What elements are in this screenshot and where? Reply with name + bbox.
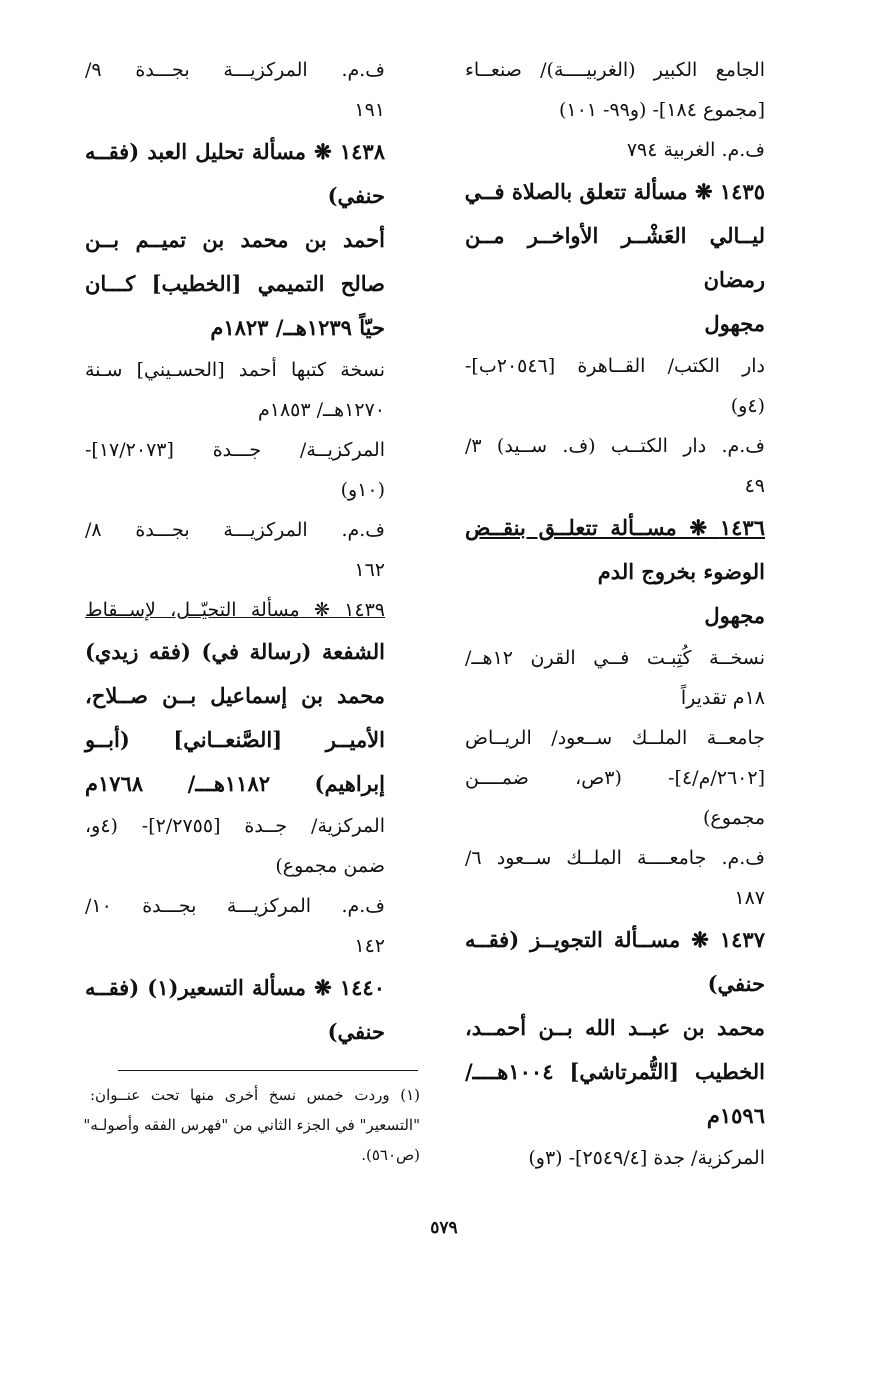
right-column-line: دار الكتب/ القــاهرة [٢٠٥٤٦ب]- [465,355,765,377]
left-column-line: الأميــر [الصَّنعــاني] (أبــو [85,727,385,752]
right-column-line: محمد بن عبــد الله بــن أحمــد، [465,1015,765,1040]
right-column-line: ١٨م تقديراً [680,687,765,709]
right-column-line: ١٤٣٦ ❋ مســألة تتعلــق بنقــض [465,515,765,540]
left-column-line: المركزيــة/ جـــدة [١٧/٢٠٧٣]- [85,439,385,461]
left-column-line: ١٤٢ [354,935,385,957]
left-column-line: ضمن مجموع) [275,855,385,877]
left-column-line: (١٠و) [340,479,385,501]
right-column-line: الوضوء بخروج الدم [597,559,765,584]
left-column-line: ١٢٧٠هــ/ ١٨٥٣م [257,399,385,421]
left-column-line: حنفي) [327,183,385,208]
right-column-line: ٤٩ [744,475,765,497]
left-column-line: حنفي) [327,1019,385,1044]
left-column-line: أحمد بن محمد بن تميــم بــن [85,227,385,252]
left-column-line: ف.م. المركزيـــة بجـــدة ١٠/ [85,895,385,917]
right-column-line: ف.م. الغربية ٧٩٤ [626,139,765,161]
left-column-line: ١٦٢ [354,559,385,581]
left-column-line: المركزية/ جــدة [٢/٢٧٥٥]- (٤و، [85,815,385,837]
right-column-line: جامعــة الملــك ســعود/ الريــاض [465,727,765,749]
right-column-line: الخطيب [التُّمرتاشي] ١٠٠٤هــــ/ [465,1059,765,1084]
left-column-line: الشفعة (رسالة في) (فقه زيدي) [85,639,385,664]
left-column-line: ١٩١ [354,99,385,121]
right-column-line: ١٤٣٥ ❋ مسألة تتعلق بالصلاة فــي [464,179,765,204]
footnote-line: "التسعير" في الجزء الثاني من "فهرس الفقه وأصولـه" [83,1116,420,1134]
right-column-line: رمضان [703,267,765,292]
footnote-line: (ص٥٦٠). [361,1146,420,1164]
right-column-line: [٢٦٠٢/م/٤]- (٣ص، ضمــــن [465,767,765,789]
footnotes [83,1080,420,1170]
right-column-line: ١٤٣٧ ❋ مســألة التجويــز (فقــه [465,927,765,952]
right-column-line: ١٨٧ [734,887,765,909]
left-column [85,50,385,1054]
left-column-line: نسخة كتبها أحمد [الحسـيني] سـنة [85,359,385,381]
right-column-line: المركزية/ جدة [٢٥٤٩/٤]- (٣و) [528,1147,765,1169]
left-column-line: ف.م. المركزيـــة بجـــدة ٨/ [85,519,385,541]
right-column [465,50,765,1178]
page-number: ٥٧٩ [430,1218,458,1238]
right-column-line: ف.م. جامعــــة الملــك ســعود ٦/ [465,847,765,869]
right-column-line: مجهول [704,603,765,628]
right-column-line: (٤و) [730,395,765,417]
right-column-line: [مجموع ١٨٤]- (و٩٩- ١٠١) [558,99,765,121]
left-column-line: ١٤٣٨ ❋ مسألة تحليل العبد (فقــه [85,139,385,164]
left-column-line: محمد بن إسماعيل بــن صــلاح، [85,683,385,708]
right-column-line: ليــالي العَشْــر الأواخــر مــن [465,223,765,248]
right-column-line: ١٥٩٦م [706,1103,765,1128]
left-column-line: حيّاً ١٢٣٩هــ/ ١٨٢٣م [210,315,385,340]
left-column-line: ١٤٣٩ ❋ مسألة التحيّــل، لإســقاط [85,599,385,621]
right-column-line: مجهول [704,311,765,336]
left-column-line: صالح التميمي [الخطيب] كـــان [85,271,385,296]
footnote-line: (١) وردت خمس نسخ أخرى منها تحت عنــوان: [90,1086,420,1104]
right-column-line: ف.م. دار الكتــب (ف. ســيد) ٣/ [465,435,765,457]
right-column-line: مجموع) [703,807,765,829]
left-column-line: إبراهيم) ١١٨٢هـــ/ ١٧٦٨م [85,771,385,796]
footnote-separator [118,1070,418,1071]
left-column-line: ف.م. المركزيـــة بجـــدة ٩/ [85,59,385,81]
left-column-line: ١٤٤٠ ❋ مسألة التسعير(١) (فقــه [85,975,385,1000]
right-column-line: نسخــة كُتِبـت فــي القرن ١٢هــ/ [465,647,765,669]
right-column-line: الجامع الكبير (الغربيــــة)/ صنعــاء [465,59,765,81]
right-column-line: حنفي) [707,971,765,996]
